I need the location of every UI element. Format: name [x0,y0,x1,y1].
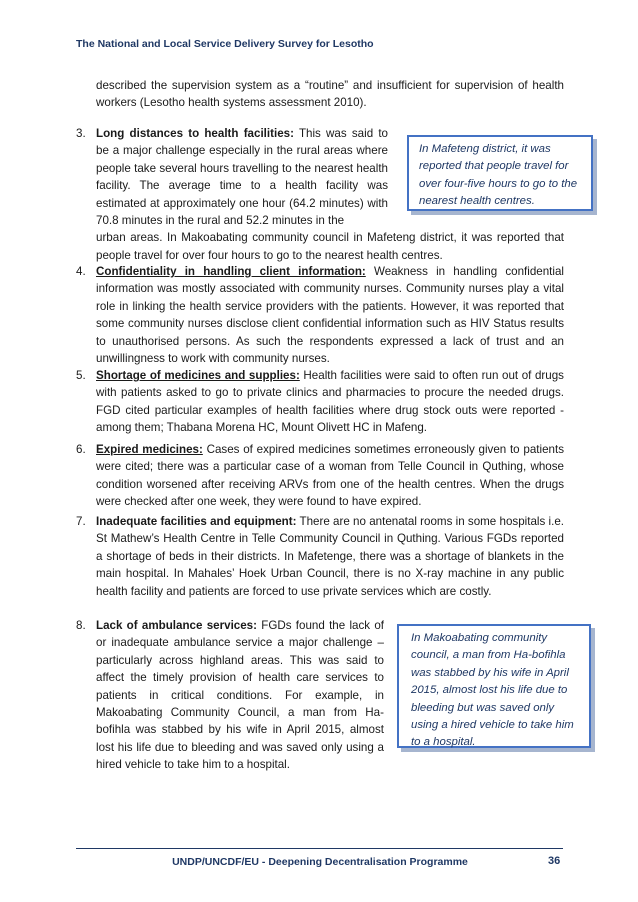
item-wrapped-paragraph [96,125,388,229]
list-item-7 [76,513,564,600]
item-wrapped-text: This was said to be a major challenge especially in the rural areas where people take several hours travelling to the nearest health facility. The average time to a health facility was estimated at approximately one hour (64.2 minutes) with 70.8 minutes in the rural and 52.2 minutes in the [96,127,389,228]
item-heading: Lack of ambulance services: [96,619,257,632]
footer-title: UNDP/UNCDF/EU - Deepening Decentralisation Programme [172,856,468,868]
item-number: 8. [76,619,86,632]
item-heading: Confidentiality in handling client information: [96,265,366,278]
item-heading: Shortage of medicines and supplies: [96,369,300,382]
item-number: 3. [76,127,86,140]
item-text: Cases of expired medicines sometimes erroneously given to patients were cited; there was a particular case of a woman from Telle Council in Quthing, whose condition worsened after receiving ARVs from one of the health centres. When the drugs were checked after one week, they were found to have expired. [96,443,564,509]
item-heading: Inadequate facilities and equipment: [96,515,297,528]
item-text: FGDs found the lack of or inadequate ambulance service a major challenge – particularly across highland areas. This was said to affect the timely provision of health care services to patients in critical conditions. For example, in Makoabating Community Council, a man from Ha-bofihla was stabbed by his wife in April 2015, almost lost his life due to bleeding and was saved only using a hired vehicle to take him to a hospital. [96,619,384,772]
callout-box-mafeteng: In Mafeteng district, it was reported that people travel for over four-five hours to go to the nearest health centres. [407,135,593,211]
item-text: Weakness in handling confidential information was mostly associated with community nurses. Community nurses play a vital role in linking the health service providers with the patients. However, it was reported that some community nurses disclose client confidential information such as HIV Status results to unauthorised persons. As such the respondents expressed a lack of trust and an unwillingness to work with community nurses. [96,265,564,366]
item-number: 4. [76,265,86,278]
item-heading: Expired medicines: [96,443,203,456]
list-item-5 [76,367,564,437]
item-number: 5. [76,369,86,382]
item-text: There are no antenatal rooms in some hospitals i.e. St Mathew’s Health Centre in Telle Community Council in Quthing. Various FGDs reported a shortage of beds in their districts. In Mafetenge, there was a shortage of blankets in the main hospital. In Mahales’ Hoek Urban Council, there is no X-ray machine in any public health facility and patients are forced to use private services which are costly. [96,515,564,598]
list-item-8 [76,617,384,774]
item-text: Health facilities were said to often run out of drugs with patients asked to go to private clinics and pharmacies to procure the needed drugs. FGD cited particular examples of health facilities where drug stock outs were reported - among them; Thabana Morena HC, Mount Olivett HC in Mafeng. [96,369,564,435]
page-number: 36 [548,855,561,867]
item-text: urban areas. In Makoabating community council in Mafeteng district, it was reported that people travel for over four hours to go to the nearest health centres. [96,231,564,262]
intro-paragraph: described the supervision system as a “routine” and insufficient for supervision of health workers (Lesotho health systems assessment 2010). [96,79,564,110]
list-item-4 [76,263,564,367]
callout-box-makoabating: In Makoabating community council, a man from Ha-bofihla was stabbed by his wife in April 2015, almost lost his life due to bleeding but was saved only using a hired vehicle to take him to a hospital. [397,624,591,748]
footer-divider [76,848,563,849]
running-header: The National and Local Service Delivery Survey for Lesotho [76,38,374,50]
list-item-6 [76,441,564,511]
item-number: 6. [76,443,86,456]
item-heading: Long distances to health facilities: [96,127,294,140]
item-number: 7. [76,515,86,528]
